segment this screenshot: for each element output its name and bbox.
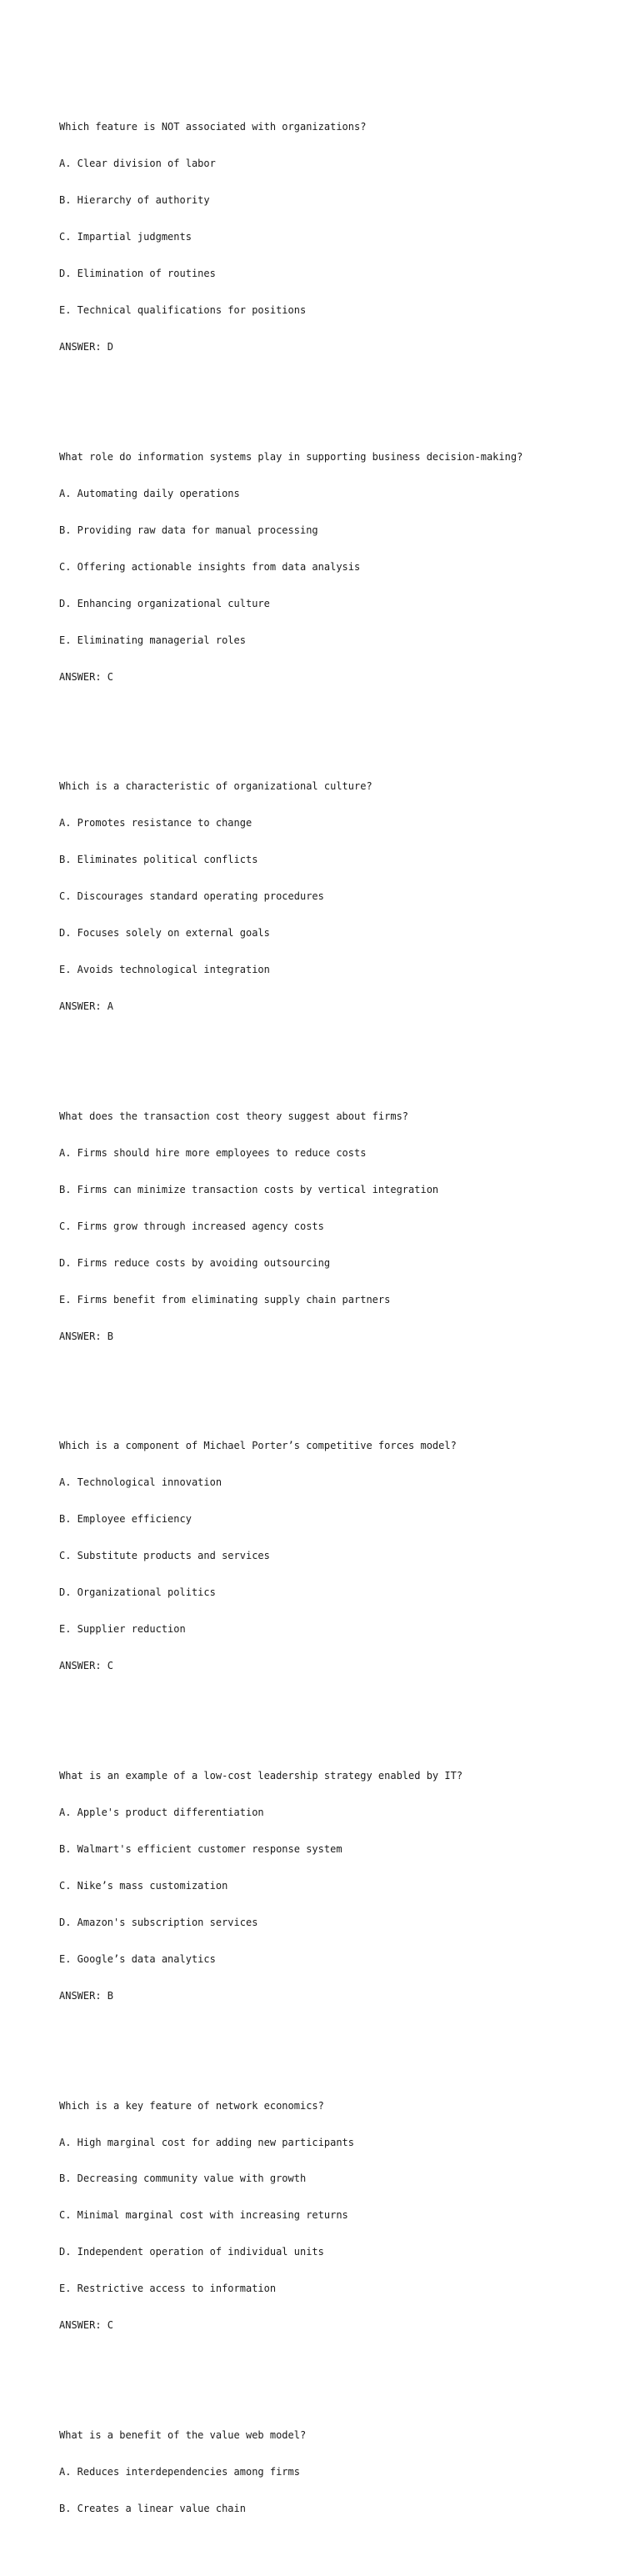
answer-option: D. Elimination of routines (59, 268, 216, 280)
answer-option: E. Avoids technological integration (59, 964, 270, 976)
answer-option: B. Hierarchy of authority (59, 194, 210, 207)
question-block (59, 97, 626, 378)
answer-option: B. Providing raw data for manual processing (59, 524, 318, 536)
answer-option: D. Organizational politics (59, 1586, 216, 1599)
answer-option: D. Amazon's subscription services (59, 1916, 258, 1928)
question-text: Which feature is NOT associated with organizations? (59, 121, 367, 133)
question-block (59, 427, 626, 708)
answer-option: D. Firms reduce costs by avoiding outsourcing (59, 1256, 331, 1269)
question-block (59, 1746, 626, 2027)
answer-key: ANSWER: A (59, 1000, 114, 1013)
answer-option: E. Supplier reduction (59, 1623, 186, 1636)
answer-option: C. Substitute products and services (59, 1550, 270, 1562)
answer-option: E. Restrictive access to information (59, 2283, 277, 2295)
question-text: Which is a component of Michael Porter’s competitive forces model? (59, 1440, 457, 1452)
answer-key: ANSWER: C (59, 1660, 114, 1672)
answer-option: A. Promotes resistance to change (59, 817, 252, 829)
answer-key: ANSWER: B (59, 1989, 114, 2002)
answer-option: C. Minimal marginal cost with increasing returns (59, 2209, 348, 2222)
answer-option: C. Nike’s mass customization (59, 1879, 228, 1892)
answer-option: D. Enhancing organizational culture (59, 597, 270, 609)
answer-option: B. Eliminates political conflicts (59, 854, 258, 866)
question-block (59, 2405, 626, 2539)
answer-option: C. Offering actionable insights from data analysis (59, 560, 361, 573)
answer-key: ANSWER: C (59, 2319, 114, 2332)
question-block (59, 756, 626, 1037)
question-text: What does the transaction cost theory suggest about firms? (59, 1110, 409, 1122)
question-text: What is a benefit of the value web model? (59, 2429, 307, 2442)
question-block (59, 1086, 626, 1367)
question-text: What is an example of a low-cost leadership strategy enabled by IT? (59, 1770, 463, 1782)
answer-option: B. Employee efficiency (59, 1513, 192, 1526)
answer-key: ANSWER: D (59, 341, 114, 353)
answer-option: A. Clear division of labor (59, 158, 216, 170)
question-text: What role do information systems play in supporting business decision-making? (59, 450, 523, 463)
answer-option: C. Firms grow through increased agency costs (59, 1220, 324, 1232)
answer-option: C. Impartial judgments (59, 231, 192, 243)
question-text: Which is a key feature of network economics? (59, 2099, 324, 2112)
answer-key: ANSWER: B (59, 1330, 114, 1342)
document-page (59, 60, 626, 2576)
answer-option: A. Firms should hire more employees to reduce costs (59, 1146, 367, 1159)
answer-option: A. Reduces interdependencies among firms (59, 2466, 300, 2478)
answer-option: B. Creates a linear value chain (59, 2503, 246, 2515)
answer-option: B. Decreasing community value with growth (59, 2173, 307, 2185)
question-text: Which is a characteristic of organizational culture? (59, 780, 372, 793)
answer-option: A. High marginal cost for adding new participants (59, 2136, 355, 2148)
answer-option: E. Technical qualifications for positions (59, 304, 307, 317)
answer-option: E. Google’s data analytics (59, 1952, 216, 1965)
question-block (59, 1416, 626, 1696)
answer-option: B. Walmart's efficient customer response system (59, 1842, 342, 1855)
answer-option: B. Firms can minimize transaction costs by vertical integration (59, 1183, 439, 1195)
answer-key: ANSWER: C (59, 670, 114, 683)
answer-option: A. Apple's product differentiation (59, 1806, 264, 1818)
answer-option: E. Firms benefit from eliminating supply chain partners (59, 1293, 391, 1306)
answer-option: A. Automating daily operations (59, 487, 240, 499)
answer-option: D. Focuses solely on external goals (59, 927, 270, 940)
answer-option: D. Independent operation of individual units (59, 2246, 324, 2258)
question-block (59, 2075, 626, 2356)
answer-option: A. Technological innovation (59, 1476, 222, 1489)
answer-option: E. Eliminating managerial roles (59, 634, 246, 646)
answer-option: C. Discourages standard operating procedures (59, 890, 324, 903)
